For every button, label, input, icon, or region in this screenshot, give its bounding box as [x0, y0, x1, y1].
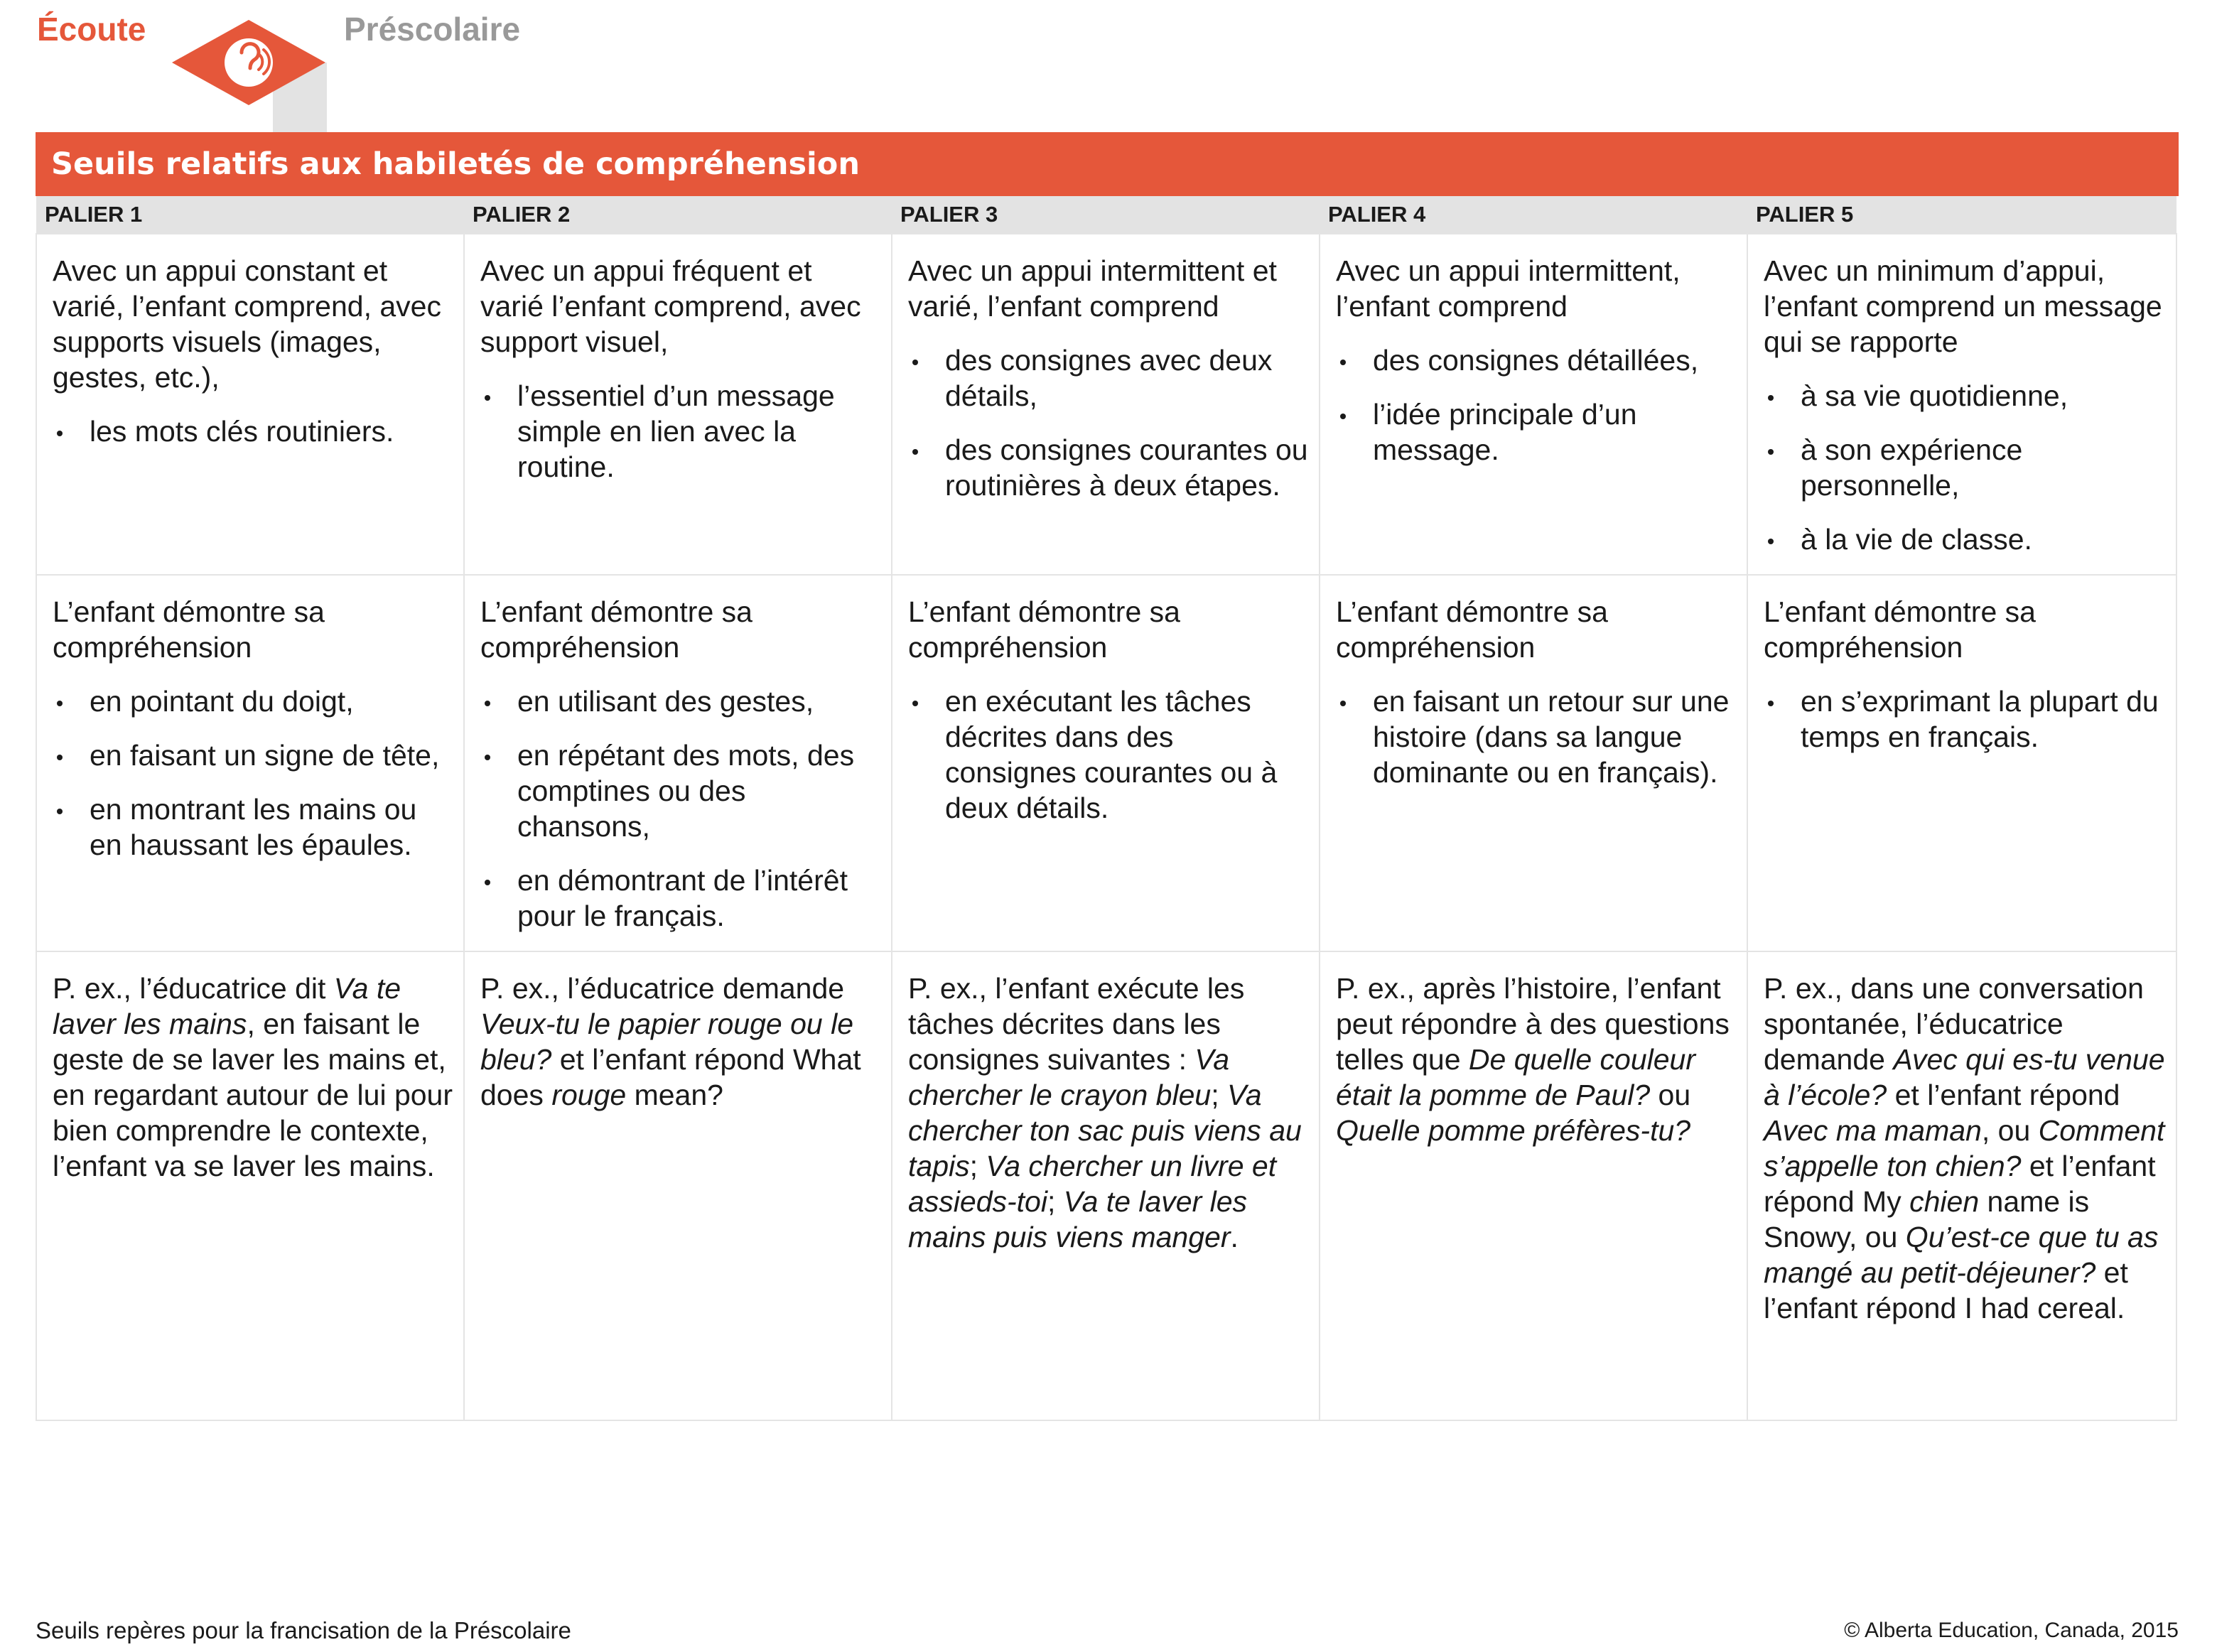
column-header: PALIER 2: [464, 196, 892, 234]
table-cell: [892, 575, 1320, 951]
table-cell: [1320, 234, 1747, 575]
table-cell: [1747, 575, 2176, 951]
example-text: P. ex., l’enfant exécute les tâches décrites dans les consignes suivantes :: [908, 972, 1245, 1076]
table-row: [36, 951, 2176, 1420]
bullet-item: des consignes avec deux détails,: [908, 342, 1309, 414]
bullet-item: en faisant un retour sur une histoire (dans sa langue dominante ou en français).: [1336, 684, 1737, 790]
table-cell: [1747, 234, 2176, 575]
bullet-item: des consignes courantes ou routinières à deux étapes.: [908, 432, 1309, 503]
example-italic-text: Avec ma maman: [1764, 1114, 1982, 1147]
example-italic-text: Va te laver les mains: [53, 972, 401, 1040]
bullet-list: [1336, 684, 1737, 790]
bullet-list: [908, 342, 1309, 503]
cell-intro: Avec un appui intermittent et varié, l’enfant comprend: [908, 254, 1277, 323]
ear-sound-icon: [171, 20, 327, 134]
cell-intro: Avec un appui intermittent, l’enfant comprend: [1336, 254, 1681, 323]
example-italic-text: Va chercher ton sac puis viens au tapis: [908, 1079, 1302, 1182]
example-cell: [464, 951, 892, 1420]
table-cell: [464, 234, 892, 575]
example-italic-text: Veux-tu le papier rouge ou le bleu?: [480, 1008, 853, 1076]
column-header: PALIER 4: [1320, 196, 1747, 234]
example-italic-text: Va chercher le crayon bleu: [908, 1043, 1230, 1111]
example-italic-text: Avec qui es-tu venue à l’école?: [1764, 1043, 2165, 1111]
bullet-item: l’essentiel d’un message simple en lien avec la routine.: [480, 378, 881, 485]
footer-copyright: © Alberta Education, Canada, 2015: [1844, 1619, 2179, 1642]
example-cell: [892, 951, 1320, 1420]
cell-intro: Avec un appui constant et varié, l’enfant comprend, avec supports visuels (images, gestes, etc.),: [53, 254, 441, 394]
table-cell: [1320, 575, 1747, 951]
example-text: , en faisant le geste de se laver les mains et, en regardant autour de lui pour bien comprendre le contexte, l’enfant va se laver les mains.: [53, 1008, 453, 1182]
example-italic-text: chien: [1909, 1185, 1980, 1218]
example-text: P. ex., l’éducatrice dit: [53, 972, 334, 1005]
column-header: PALIER 5: [1747, 196, 2176, 234]
bullet-list: [908, 684, 1309, 826]
bullet-list: [53, 684, 453, 863]
example-italic-text: Va te laver les mains puis viens manger: [908, 1185, 1248, 1253]
cell-intro: L’enfant démontre sa compréhension: [1336, 595, 1608, 664]
bullet-list: [1336, 342, 1737, 468]
bullet-item: à sa vie quotidienne,: [1764, 378, 2166, 414]
column-header: PALIER 3: [892, 196, 1320, 234]
bullet-item: les mots clés routiniers.: [53, 414, 453, 449]
cell-intro: L’enfant démontre sa compréhension: [1764, 595, 2036, 664]
example-text: P. ex., dans une conversation spontanée, l’éducatrice demande: [1764, 972, 2144, 1076]
bullet-list: [480, 684, 881, 934]
cell-intro: Avec un appui fréquent et varié l’enfant comprend, avec support visuel,: [480, 254, 861, 358]
bullet-item: en s’exprimant la plupart du temps en français.: [1764, 684, 2166, 755]
bullet-item: en utilisant des gestes,: [480, 684, 881, 719]
table-cell: [892, 234, 1320, 575]
bullet-list: [480, 378, 881, 485]
example-text: et l’enfant répond My: [1764, 1150, 2156, 1218]
cell-intro: Avec un minimum d’appui, l’enfant comprend un message qui se rapporte: [1764, 254, 2162, 358]
table-cell: [36, 575, 464, 951]
example-italic-text: rouge: [551, 1079, 627, 1111]
example-text: ;: [1211, 1079, 1227, 1111]
thresholds-table: [36, 196, 2177, 1421]
cell-intro: L’enfant démontre sa compréhension: [53, 595, 325, 664]
example-cell: [36, 951, 464, 1420]
subject-title: Écoute: [37, 11, 146, 48]
example-cell: [1320, 951, 1747, 1420]
example-text: name is Snowy, ou: [1764, 1185, 2090, 1253]
column-header: PALIER 1: [36, 196, 464, 234]
example-text: .: [1230, 1221, 1239, 1253]
table-cell: [464, 575, 892, 951]
bullet-item: en répétant des mots, des comptines ou des chansons,: [480, 738, 881, 844]
bullet-item: en exécutant les tâches décrites dans des consignes courantes ou à deux détails.: [908, 684, 1309, 826]
example-italic-text: De quelle couleur était la pomme de Paul?: [1336, 1043, 1695, 1111]
example-text: mean?: [626, 1079, 723, 1111]
bullet-item: des consignes détaillées,: [1336, 342, 1737, 378]
bullet-item: à la vie de classe.: [1764, 522, 2166, 557]
cell-intro: L’enfant démontre sa compréhension: [480, 595, 753, 664]
bullet-item: en démontrant de l’intérêt pour le français.: [480, 863, 881, 934]
example-text: et l’enfant répond What does: [480, 1043, 861, 1111]
example-italic-text: Va chercher un livre et assieds-toi: [908, 1150, 1277, 1218]
example-italic-text: Comment s’appelle ton chien?: [1764, 1114, 2165, 1182]
example-italic-text: Quelle pomme préfères-tu?: [1336, 1114, 1691, 1147]
level-title: Préscolaire: [344, 11, 521, 48]
bullet-item: en faisant un signe de tête,: [53, 738, 453, 773]
example-text: et l’enfant répond: [1887, 1079, 2120, 1111]
example-text: ;: [969, 1150, 986, 1182]
bullet-item: en pointant du doigt,: [53, 684, 453, 719]
example-cell: [1747, 951, 2176, 1420]
example-text: ou: [1650, 1079, 1691, 1111]
table-header-row: [36, 196, 2176, 234]
section-banner: Seuils relatifs aux habiletés de compréhension: [36, 132, 2179, 196]
cell-intro: L’enfant démontre sa compréhension: [908, 595, 1180, 664]
table-row: [36, 234, 2176, 575]
bullet-item: l’idée principale d’un message.: [1336, 396, 1737, 468]
example-text: P. ex., après l’histoire, l’enfant peut répondre à des questions telles que: [1336, 972, 1730, 1076]
table-cell: [36, 234, 464, 575]
bullet-list: [53, 414, 453, 449]
bullet-item: en montrant les mains ou en haussant les épaules.: [53, 792, 453, 863]
bullet-list: [1764, 378, 2166, 557]
example-text: ;: [1047, 1185, 1064, 1218]
example-text: P. ex., l’éducatrice demande: [480, 972, 845, 1005]
example-text: et l’enfant répond I had cereal.: [1764, 1256, 2128, 1324]
example-text: , ou: [1981, 1114, 2039, 1147]
table-row: [36, 575, 2176, 951]
bullet-item: à son expérience personnelle,: [1764, 432, 2166, 503]
example-italic-text: Qu’est-ce que tu as mangé au petit-déjeuner?: [1764, 1221, 2159, 1289]
bullet-list: [1764, 684, 2166, 755]
footer-title: Seuils repères pour la francisation de la Préscolaire: [36, 1617, 571, 1643]
